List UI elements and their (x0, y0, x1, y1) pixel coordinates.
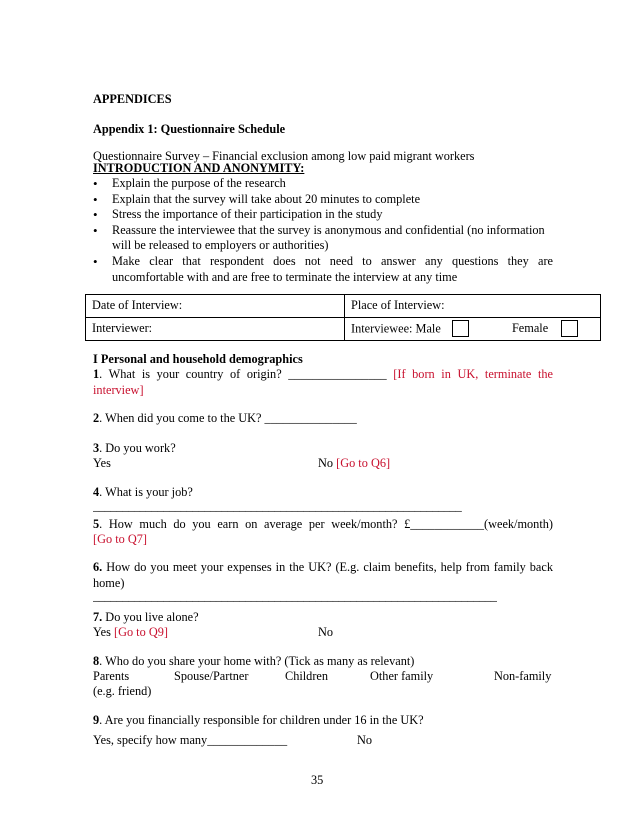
bullet-item: • Reassure the interviewee that the survey is anonymous and confidential (no information will be released to employers or authorities) (93, 222, 545, 253)
question-7-yes-option[interactable]: Yes [Go to Q9] (93, 625, 168, 639)
question-9: 9. Are you financially responsible for children under 16 in the UK? (93, 713, 424, 727)
bullet-item: • Stress the importance of their participation in the study (93, 207, 383, 223)
interviewer-cell[interactable]: Interviewer: (86, 318, 345, 341)
place-of-interview-cell[interactable]: Place of Interview: (345, 295, 601, 318)
question-8: 8. Who do you share your home with? (Tick as many as relevant) (93, 654, 415, 668)
question-2: 2. When did you come to the UK? _______________ (93, 411, 357, 425)
question-6-answer-line[interactable]: _____________________________________________________________________ (93, 589, 497, 603)
question-5: 5. How much do you earn on average per week/month? £____________(week/month) (93, 517, 553, 531)
question-5-note: [Go to Q7] (93, 532, 147, 546)
intro-heading: INTRODUCTION AND ANONYMITY: (93, 161, 305, 175)
question-3-no-option[interactable]: No [Go to Q6] (318, 456, 391, 470)
date-of-interview-cell[interactable]: Date of Interview: (86, 295, 345, 318)
option-non-family[interactable]: Non-family (494, 669, 552, 683)
question-4-answer-line[interactable]: _______________________________________________________________ (93, 499, 462, 513)
appendix-title: Appendix 1: Questionnaire Schedule (93, 122, 286, 136)
question-7-no-option[interactable]: No (318, 625, 334, 639)
question-3-yes-option[interactable]: Yes (93, 456, 111, 470)
interview-details-table (85, 294, 601, 341)
option-other-family[interactable]: Other family (370, 669, 434, 683)
bullet-item: • Explain the purpose of the research (93, 176, 286, 191)
option-non-family-example: (e.g. friend) (93, 684, 152, 698)
question-7: 7. Do you live alone? (93, 610, 199, 624)
option-spouse-partner[interactable]: Spouse/Partner (174, 669, 249, 683)
option-children[interactable]: Children (285, 669, 329, 683)
bullet-item: • Explain that the survey will take about 20 minutes to complete (93, 191, 421, 207)
question-6: 6. How do you meet your expenses in the UK? (E.g. claim benefits, help from family back home) (93, 560, 553, 590)
male-checkbox[interactable] (452, 320, 469, 337)
page-number: 35 (311, 773, 324, 787)
survey-title: Questionnaire Survey – Financial exclusion among low paid migrant workers (93, 149, 475, 163)
appendices-heading: APPENDICES (93, 92, 172, 106)
question-4: 4. What is your job? (93, 485, 193, 499)
bullet-item: • Make clear that respondent does not need to answer any questions they are uncomfortable with and are free to terminate the interview at any time (93, 253, 553, 284)
interviewee-cell: Interviewee: Male Female (345, 318, 601, 341)
section-title: I Personal and household demographics (93, 352, 303, 366)
option-parents[interactable]: Parents (93, 669, 130, 683)
question-9-no-option[interactable]: No (357, 733, 373, 747)
question-9-yes-option[interactable]: Yes, specify how many_____________ (93, 733, 288, 747)
question-3: 3. Do you work? (93, 441, 176, 455)
intro-bullet-list (93, 176, 553, 285)
question-1: 1. What is your country of origin? ________________ [If born in UK, terminate the interview] (93, 367, 553, 397)
female-checkbox[interactable] (561, 320, 578, 337)
